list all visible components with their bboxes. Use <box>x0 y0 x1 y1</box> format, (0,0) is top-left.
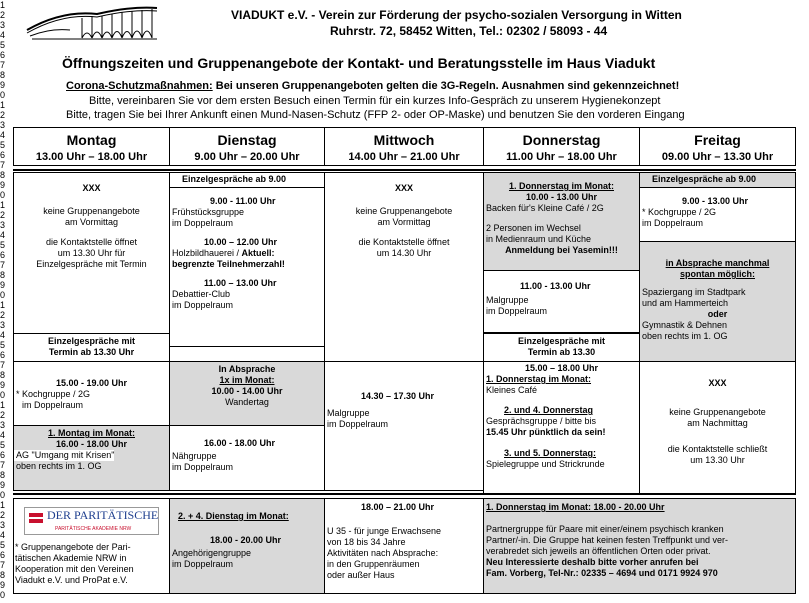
row-number: 8 <box>0 470 6 480</box>
holz-limit: begrenzte Teilnehmerzahl! <box>172 259 285 269</box>
row-number: 5 <box>0 240 6 250</box>
tuesday-einzel-cell <box>169 172 325 188</box>
second-fourth-label: 2. und 4. Donnerstag <box>504 405 594 415</box>
open-text-2: um 14.30 Uhr <box>376 248 432 258</box>
no-groups-text: keine Gruppenangebote <box>669 407 766 417</box>
tuesday-groups-cell <box>169 187 325 347</box>
row-number: 7 <box>0 60 6 70</box>
row-number: 5 <box>0 340 6 350</box>
row-number: 1 <box>0 100 6 110</box>
row-number: 6 <box>0 50 6 60</box>
koch-room: im Doppelraum <box>22 400 84 410</box>
open-text-1: die Kontaktstelle öffnet <box>358 237 450 247</box>
row-number: 3 <box>0 320 6 330</box>
persons-line-2: in Medienraum und Küche <box>486 234 592 244</box>
bridge-logo <box>22 2 162 42</box>
tuesday-angehoerige-cell <box>169 498 325 594</box>
day-header-tuesday <box>169 127 325 166</box>
koch-name: * Kochgruppe / 2G <box>16 389 91 399</box>
separator-top <box>13 169 796 171</box>
absprache-line-1: in Absprache manchmal <box>665 258 770 268</box>
cafe-first-label: 1. Donnerstag im Monat: <box>486 374 592 384</box>
row-number: 4 <box>0 430 6 440</box>
no-groups-text: keine Gruppenangebote <box>355 206 453 216</box>
back-label: Backen für's Kleine Café / 2G <box>486 203 604 213</box>
wander-name: Wandertag <box>225 397 269 407</box>
gym-line-2: oben rechts im 1. OG <box>642 331 728 341</box>
mal-room: im Doppelraum <box>327 419 389 429</box>
row-number: 6 <box>0 550 6 560</box>
day-header-monday <box>13 127 170 166</box>
partner-line-1: Partnergruppe für Paare mit einer/einem psychisch kranken <box>486 524 724 534</box>
spiele-text: Spielegruppe und Strickrunde <box>486 459 605 469</box>
row-number: 6 <box>0 450 6 460</box>
row-number: 9 <box>0 380 6 390</box>
row-number: 2 <box>0 110 6 120</box>
spazier-line-2: und am Hammerteich <box>642 298 729 308</box>
monday-kochgruppe-cell <box>13 361 170 426</box>
partner-line-4: Viadukt e.V. und ProPat e.V. <box>15 575 128 585</box>
holz-label: Holzbildhauerei / <box>172 248 242 258</box>
monday-ag-cell <box>13 425 170 491</box>
partner-line-3: verabredet sich jeweils an öffentlichen Orten oder privat. <box>486 546 711 556</box>
partner-line-1: * Gruppenangebote der Pari- <box>15 542 131 552</box>
row-number: 9 <box>0 580 6 590</box>
naeh-time: 16.00 - 18.00 Uhr <box>204 438 276 448</box>
anmeldung-note: Anmeldung bei Yasemin!!! <box>505 245 618 255</box>
tuesday-wandertag-cell <box>169 361 325 426</box>
row-number: 8 <box>0 370 6 380</box>
day-hours: 11.00 Uhr – 18.00 Uhr <box>506 151 617 163</box>
mal-name: Malgruppe <box>327 408 370 418</box>
second-fourth-label: 2. + 4. Dienstag im Monat: <box>178 511 289 521</box>
day-hours: 9.00 Uhr – 20.00 Uhr <box>194 151 300 163</box>
open-text-2: um 13.30 Uhr für <box>57 248 126 258</box>
wednesday-u35-cell <box>324 498 484 594</box>
partner-line-2: tätischen Akademie NRW in <box>15 553 127 563</box>
einzel-text: Einzelgespräche ab 9.00 <box>182 174 287 184</box>
row-number: 0 <box>0 290 6 300</box>
close-text-1: die Kontaktstelle schließt <box>667 444 768 454</box>
holz-time: 10.00 – 12.00 Uhr <box>204 237 278 247</box>
row-number: 0 <box>0 190 6 200</box>
row-number: 7 <box>0 560 6 570</box>
koch-time: 9.00 - 13.00 Uhr <box>682 196 749 206</box>
debattier-name: Debattier-Club <box>172 289 231 299</box>
day-hours: 13.00 Uhr – 18.00 Uhr <box>35 151 148 163</box>
first-thursday-label: 1. Donnerstag im Monat: <box>508 181 614 191</box>
placeholder-xxx: XXX <box>394 183 413 193</box>
open-text-3: Einzelgespräche mit Termin <box>36 259 147 269</box>
day-name: Donnerstag <box>522 132 601 148</box>
gespraech-line-2: 15.45 Uhr pünktlich da sein! <box>486 427 606 437</box>
gespraech-line-1 <box>484 416 639 427</box>
tuesday-naeh-cell <box>169 425 325 491</box>
note-appointment: Bitte, vereinbaren Sie vor dem ersten Besuch einen Termin für ein kurzes Info-Gespräch zu unserem Hygienekonzept <box>89 95 661 107</box>
logo-text: DER PARITÄTISCHE <box>47 508 159 522</box>
row-number: 7 <box>0 360 6 370</box>
row-number: 1 <box>0 400 6 410</box>
row-number: 2 <box>0 510 6 520</box>
row-number: 9 <box>0 80 6 90</box>
row-number: 8 <box>0 170 6 180</box>
thursday-afternoon-cell <box>483 361 640 494</box>
row-number: 3 <box>0 20 6 30</box>
einzel-line-1: Einzelgespräche mit <box>47 336 136 346</box>
naeh-room: im Doppelraum <box>172 462 234 472</box>
morning-text: am Vormittag <box>64 217 119 227</box>
note-mask: Bitte, tragen Sie bei Ihrer Ankunft einen Mund-Nasen-Schutz (FFP 2- oder OP-Maske) und benutzen Sie den vorderen Eingang <box>66 109 685 121</box>
day-name: Mittwoch <box>373 132 435 148</box>
cafe-name: Kleines Café <box>486 385 538 395</box>
placeholder-xxx: XXX <box>82 183 101 193</box>
spazier-line-1: Spaziergang im Stadtpark <box>642 287 746 297</box>
einzel-line-2: Termin ab 13.30 Uhr <box>48 347 135 357</box>
row-number: 0 <box>0 490 6 500</box>
row-number-column <box>0 0 9 603</box>
corona-notice <box>66 80 679 92</box>
row-number: 5 <box>0 540 6 550</box>
address-line: Ruhrstr. 72, 58452 Witten, Tel.: 02302 / 58093 - 44 <box>330 24 608 38</box>
paritaetische-logo <box>24 507 159 535</box>
row-number: 6 <box>0 250 6 260</box>
row-number: 0 <box>0 90 6 100</box>
thursday-mal-cell <box>483 270 640 333</box>
mal-time: 14.30 – 17.30 Uhr <box>361 391 435 401</box>
row-number: 8 <box>0 70 6 80</box>
cafe-time: 15.00 – 18.00 Uhr <box>524 363 599 373</box>
wander-time: 10.00 - 14.00 Uhr <box>211 386 283 396</box>
day-hours: 14.00 Uhr – 21.00 Uhr <box>348 151 460 163</box>
placeholder-xxx: XXX <box>708 378 727 388</box>
row-number: 3 <box>0 420 6 430</box>
ang-room: im Doppelraum <box>172 559 234 569</box>
row-number: 6 <box>0 350 6 360</box>
row-number: 2 <box>0 210 6 220</box>
wednesday-morning-cell <box>324 172 484 362</box>
logo-mark-stripe <box>29 517 43 519</box>
u35-line-3: Aktivitäten nach Absprache: <box>327 548 439 558</box>
ang-name: Angehörigengruppe <box>172 548 252 558</box>
holz-name <box>170 248 324 259</box>
row-number: 6 <box>0 150 6 160</box>
naeh-name: Nähgruppe <box>172 451 217 461</box>
row-number: 1 <box>0 200 6 210</box>
third-fifth-label: 3. und 5. Donnerstag: <box>504 448 597 458</box>
partner-group-box <box>483 498 796 594</box>
einzel-text: Einzelgespräche ab 9.00 <box>652 174 757 184</box>
u35-line-1: U 35 - für junge Erwachsene <box>327 526 442 536</box>
u35-line-2: von 18 bis 34 Jahre <box>327 537 406 547</box>
row-number: 0 <box>0 590 6 600</box>
thursday-backen-cell <box>483 172 640 271</box>
row-number: 1 <box>0 0 6 10</box>
mal-room: im Doppelraum <box>486 306 548 316</box>
gespraech-label: Gesprächsgruppe / bitte bis <box>486 416 597 426</box>
row-number: 8 <box>0 570 6 580</box>
row-number: 3 <box>0 220 6 230</box>
fruehstueck-time: 9.00 - 11.00 Uhr <box>210 196 276 206</box>
close-text-2: um 13.30 Uhr <box>690 455 745 465</box>
page-title: Öffnungszeiten und Gruppenangebote der Kontakt- und Beratungsstelle im Haus Viadukt <box>62 55 656 71</box>
partner-title: 1. Donnerstag im Monat: 18.00 - 20.00 Uhr <box>486 502 665 512</box>
row-number: 4 <box>0 30 6 40</box>
partner-line-5: Fam. Vorberg, Tel-Nr.: 02335 – 4694 und 0171 9924 970 <box>486 568 718 578</box>
persons-line-1: 2 Personen im Wechsel <box>486 223 581 233</box>
friday-koch-cell <box>639 187 796 242</box>
partner-line-4: Neu Interessierte deshalb bitte vorher anrufen bei <box>486 557 699 567</box>
ag-name: AG "Umgang mit Krisen" <box>16 450 115 460</box>
mal-time: 11.00 - 13.00 Uhr <box>520 281 591 291</box>
row-number: 5 <box>0 140 6 150</box>
koch-time: 15.00 - 19.00 Uhr <box>55 378 128 388</box>
fruehstueck-name: Frühstücksgruppe <box>172 207 245 217</box>
ang-time: 18.00 - 20.00 Uhr <box>210 535 282 545</box>
wednesday-mal-cell <box>324 361 484 491</box>
gym-line-1: Gymnastik & Dehnen <box>642 320 728 330</box>
day-name: Dienstag <box>217 132 277 148</box>
row-number: 8 <box>0 270 6 280</box>
row-number: 7 <box>0 260 6 270</box>
afternoon-text: am Nachmittag <box>687 418 748 428</box>
friday-einzel-cell <box>639 172 796 188</box>
ag-time: 16.00 - 18.00 Uhr <box>55 439 128 449</box>
mal-name: Malgruppe <box>486 295 529 305</box>
row-number: 4 <box>0 230 6 240</box>
absprache-label: In Absprache <box>218 364 276 374</box>
open-text-1: die Kontaktstelle öffnet <box>46 237 137 247</box>
row-number: 9 <box>0 180 6 190</box>
debattier-time: 11.00 – 13.00 Uhr <box>204 278 277 288</box>
logo-subtext: PARITÄTISCHE AKADEMIE NRW <box>55 526 132 532</box>
row-number: 3 <box>0 520 6 530</box>
fruehstueck-room: im Doppelraum <box>172 218 234 228</box>
row-number: 9 <box>0 280 6 290</box>
row-number: 0 <box>0 390 6 400</box>
back-time: 10.00 - 13.00 Uhr <box>525 192 598 202</box>
monday-morning-cell <box>13 172 170 334</box>
row-number: 5 <box>0 40 6 50</box>
row-number: 5 <box>0 440 6 450</box>
day-header-wednesday <box>324 127 484 166</box>
row-number: 3 <box>0 120 6 130</box>
row-number: 2 <box>0 410 6 420</box>
separator-bottom <box>13 493 796 495</box>
row-number: 7 <box>0 460 6 470</box>
einzel-line-1: Einzelgespräche mit <box>517 336 606 346</box>
no-groups-text: keine Gruppenangebote <box>43 206 140 216</box>
row-number: 2 <box>0 10 6 20</box>
org-line: VIADUKT e.V. - Verein zur Förderung der psycho-sozialen Versorgung in Witten <box>231 8 682 22</box>
back-name <box>484 203 639 214</box>
corona-text: Bei unseren Gruppenangeboten gelten die 3G-Regeln. Ausnahmen sind gekennzeichnet! <box>212 80 680 92</box>
monday-einzel-cell <box>13 333 170 362</box>
oder-text: oder <box>707 309 728 319</box>
thursday-einzel-cell <box>483 333 640 362</box>
einzel-line-2: Termin ab 13.30 <box>527 347 596 357</box>
row-number: 4 <box>0 530 6 540</box>
u35-time: 18.00 – 21.00 Uhr <box>361 502 435 512</box>
row-number: 9 <box>0 480 6 490</box>
monthly-label: 1x im Monat: <box>219 375 275 385</box>
day-header-friday <box>639 127 796 166</box>
row-number: 1 <box>0 300 6 310</box>
day-name: Freitag <box>694 132 741 148</box>
koch-name: * Kochgruppe / 2G <box>642 207 717 217</box>
partner-line-2: Partner/-in. Die Gruppe hat keinen festen Treffpunkt und ver- <box>486 535 728 545</box>
friday-afternoon-cell <box>639 361 796 494</box>
day-name: Montag <box>66 132 117 148</box>
row-number: 7 <box>0 160 6 170</box>
row-number: 4 <box>0 330 6 340</box>
morning-text: am Vormittag <box>377 217 431 227</box>
day-header-thursday <box>483 127 640 166</box>
day-hours: 09.00 Uhr – 13.30 Uhr <box>661 151 774 163</box>
ag-room: oben rechts im 1. OG <box>16 461 102 471</box>
corona-label: Corona-Schutzmaßnahmen: <box>66 80 213 92</box>
row-number: 2 <box>0 310 6 320</box>
u35-line-5: oder außer Haus <box>327 570 395 580</box>
friday-activities-cell <box>639 241 796 362</box>
first-monday-label: 1. Montag im Monat: <box>48 428 135 438</box>
monday-partner-cell <box>13 498 170 594</box>
u35-line-4: in den Gruppenräumen <box>327 559 420 569</box>
holz-aktuell: Aktuell: <box>241 248 275 258</box>
row-number: 4 <box>0 130 6 140</box>
row-number: 1 <box>0 500 6 510</box>
debattier-room: im Doppelraum <box>172 300 234 310</box>
partner-line-3: Kooperation mit den Vereinen <box>15 564 134 574</box>
koch-room: im Doppelraum <box>642 218 704 228</box>
absprache-line-2: spontan möglich: <box>680 269 755 279</box>
